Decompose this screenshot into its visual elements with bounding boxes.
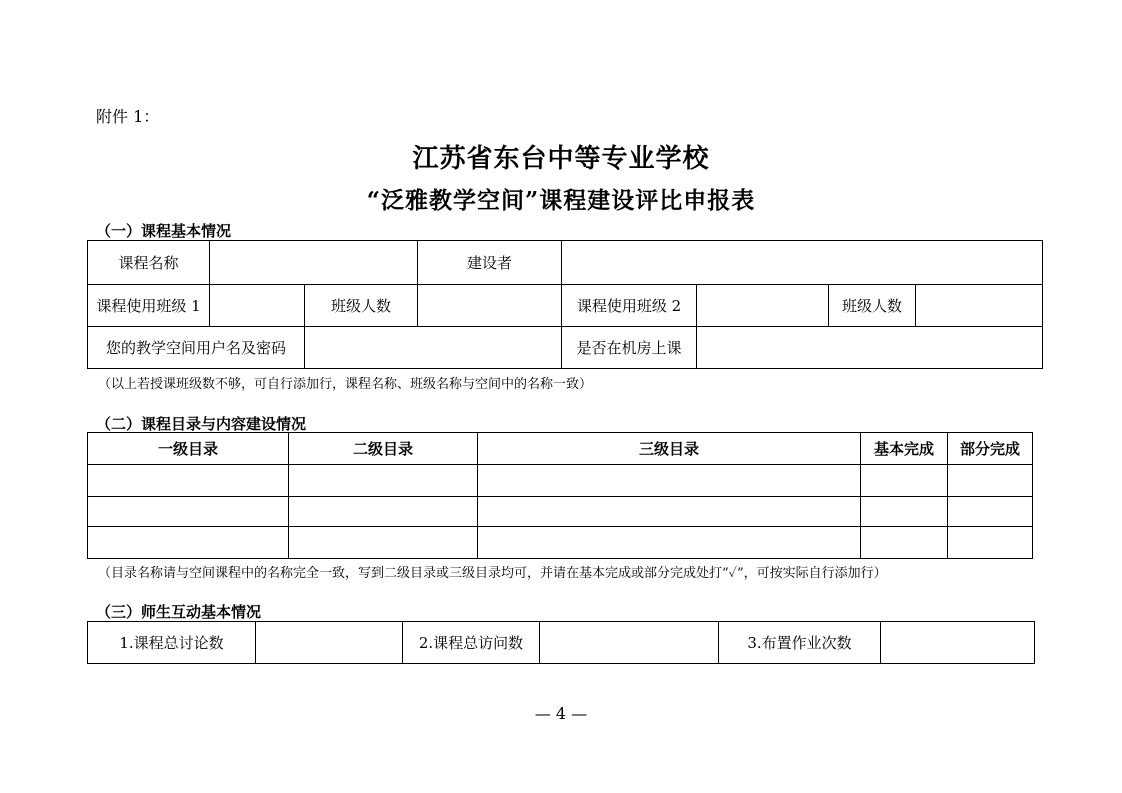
interaction-table: [87, 621, 1035, 664]
computer-room-cell[interactable]: [697, 327, 1043, 369]
class2-cell[interactable]: [697, 285, 829, 327]
catalog-table: [87, 432, 1033, 559]
class-size-a-cell[interactable]: [418, 285, 562, 327]
course-name-label: 课程名称: [88, 241, 210, 285]
builder-label: 建设者: [418, 241, 562, 285]
visit-count-label: 2.课程总访问数: [403, 622, 540, 664]
section1-note: （以上若授课班级数不够，可自行添加行，课程名称、班级名称与空间中的名称一致）: [98, 377, 593, 392]
section2-note: （目录名称请与空间课程中的名称完全一致，写到二级目录或三级目录均可，并请在基本完成或部分完成处打“✓”，可按实际自行添加行）: [98, 566, 887, 581]
builder-cell[interactable]: [562, 241, 1043, 285]
col-level1: 一级目录: [88, 433, 289, 465]
account-label: 您的教学空间用户名及密码: [88, 327, 305, 369]
col-partial-complete: 部分完成: [948, 433, 1033, 465]
homework-count-cell[interactable]: [881, 622, 1035, 664]
computer-room-label: 是否在机房上课: [562, 327, 697, 369]
form-title: “泛雅教学空间”课程建设评比申报表: [366, 187, 756, 214]
section3-heading: （三）师生互动基本情况: [96, 603, 262, 621]
table-row: [88, 497, 1033, 527]
school-title: 江苏省东台中等专业学校: [412, 144, 710, 174]
course-name-cell[interactable]: [210, 241, 418, 285]
discussion-count-cell[interactable]: [256, 622, 403, 664]
class-size-a-label: 班级人数: [305, 285, 418, 327]
homework-count-label: 3.布置作业次数: [719, 622, 881, 664]
visit-count-cell[interactable]: [540, 622, 719, 664]
col-basic-complete: 基本完成: [861, 433, 948, 465]
attachment-label: 附件 1：: [96, 107, 160, 126]
account-cell[interactable]: [305, 327, 562, 369]
section1-heading: （一）课程基本情况: [96, 222, 232, 240]
class-size-b-cell[interactable]: [916, 285, 1043, 327]
class1-cell[interactable]: [210, 285, 305, 327]
table-row: [88, 465, 1033, 497]
table-row: [88, 527, 1033, 559]
course-basic-table: [87, 240, 1043, 369]
col-level3: 三级目录: [478, 433, 861, 465]
class2-label: 课程使用班级 2: [562, 285, 697, 327]
page-number: — 4 —: [534, 704, 588, 723]
discussion-count-label: 1.课程总讨论数: [88, 622, 256, 664]
class1-label: 课程使用班级 1: [88, 285, 210, 327]
section2-heading: （二）课程目录与内容建设情况: [96, 415, 307, 433]
col-level2: 二级目录: [289, 433, 478, 465]
class-size-b-label: 班级人数: [829, 285, 916, 327]
